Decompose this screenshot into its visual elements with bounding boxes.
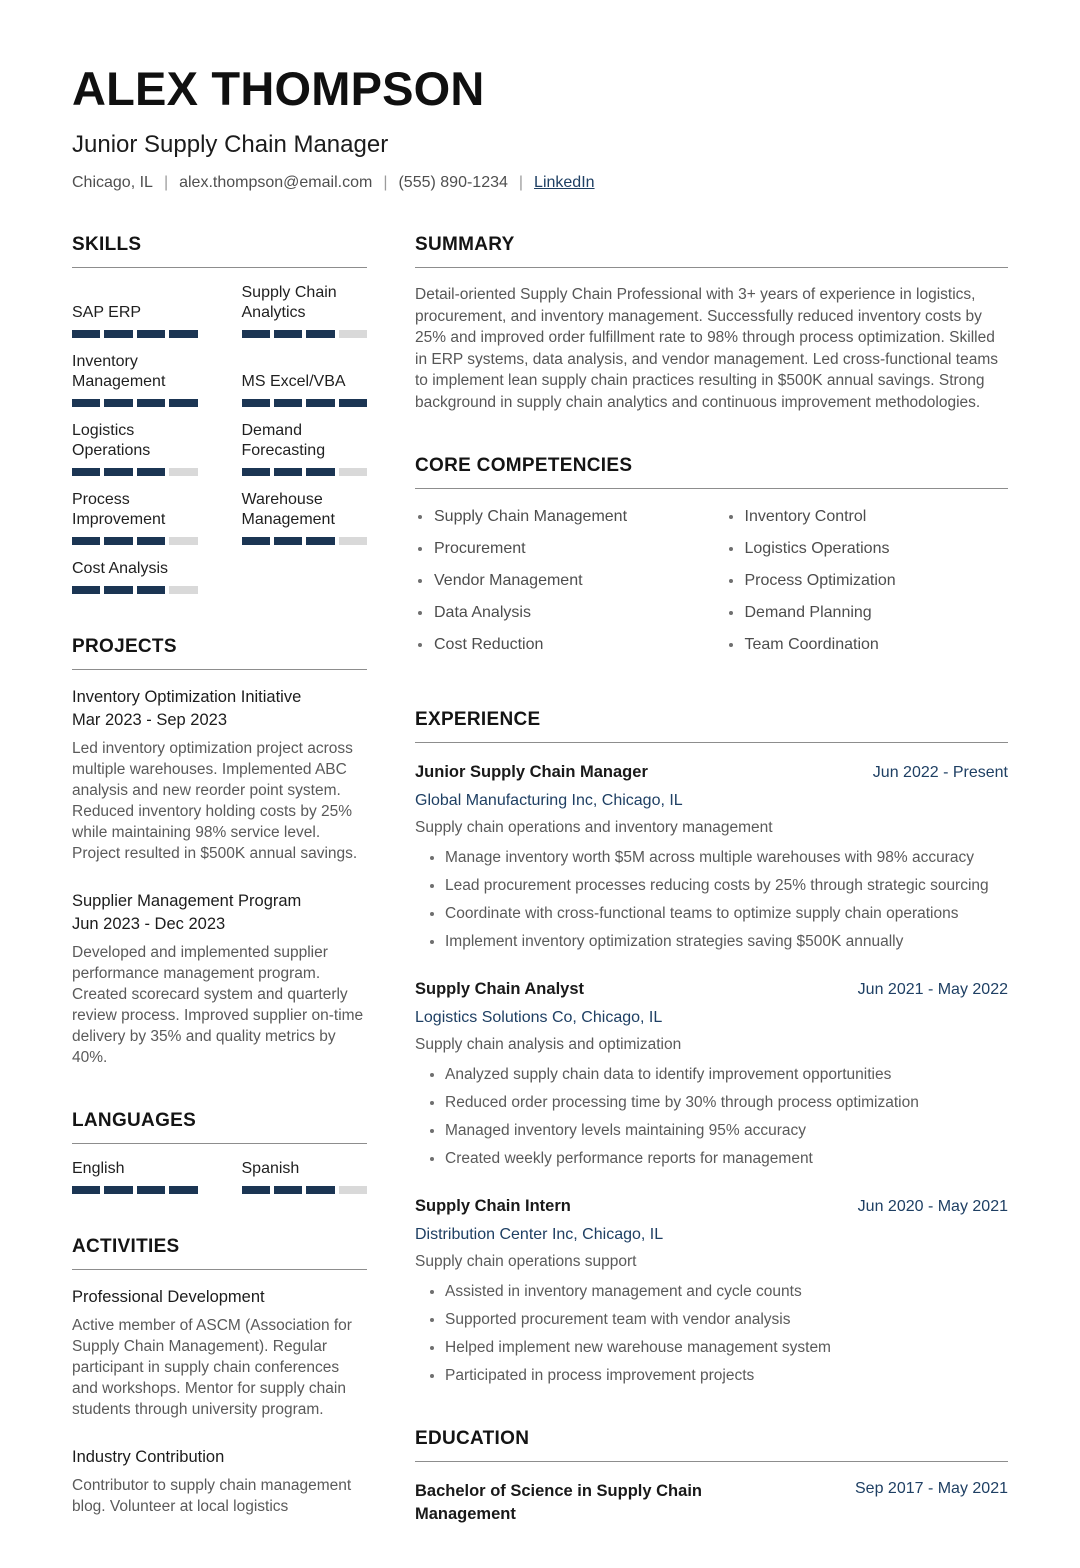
summary-text: Detail-oriented Supply Chain Professional with 3+ years of experience in logistics, procurement, and inventory management. Successfully reduced inventory costs by 25% and improved order fulfillment rate to 98% through process optimization. Skilled in ERP systems, data analysis, and vendor management. Led cross-functional teams to implement lean supply chain practices resulting in $500K annual savings. Strong background in supply chain analytics and continuous improvement methodologies.	[415, 286, 998, 411]
level-segment-filled	[104, 1186, 132, 1194]
skill-item	[72, 559, 198, 594]
project-item	[72, 890, 367, 1068]
level-segment-empty	[169, 468, 197, 476]
activities-heading: ACTIVITIES	[72, 1236, 367, 1270]
contact-separator: |	[518, 174, 524, 192]
education-entry	[415, 1480, 1008, 1526]
job-bullet-list	[415, 848, 1008, 952]
languages-grid	[72, 1159, 367, 1194]
skill-level-bar	[72, 586, 198, 594]
languages-section	[72, 1110, 367, 1194]
project-title: Inventory Optimization Initiative	[72, 688, 302, 707]
level-segment-filled	[104, 537, 132, 545]
project-dates: Jun 2023 - Dec 2023	[72, 915, 226, 934]
level-segment-filled	[306, 1186, 334, 1194]
level-segment-filled	[104, 399, 132, 407]
activities-section	[72, 1236, 367, 1517]
job-title: Supply Chain Analyst	[415, 980, 584, 999]
level-segment-filled	[169, 399, 197, 407]
experience-heading: EXPERIENCE	[415, 709, 1008, 743]
competency-item: Process Optimization	[726, 571, 1009, 591]
job-header-row	[415, 761, 1008, 784]
skill-level-bar	[242, 537, 368, 545]
job-bullet: Lead procurement processes reducing costs by 25% through strategic sourcing	[415, 876, 1008, 896]
language-label: Spanish	[241, 1160, 300, 1178]
jobs-list	[415, 761, 1008, 1386]
contact-line	[72, 172, 1008, 194]
activity-description: Active member of ASCM (Association for Supply Chain Management). Regular participant in supply chain conferences and workshops. Mentor for supply chain students through university program.	[72, 1317, 352, 1419]
job-entry	[415, 761, 1008, 952]
skill-item	[72, 352, 198, 407]
job-bullet: Reduced order processing time by 30% through process optimization	[415, 1093, 1008, 1113]
level-segment-empty	[339, 537, 367, 545]
level-segment-filled	[242, 1186, 270, 1194]
level-segment-filled	[137, 586, 165, 594]
education-heading: EDUCATION	[415, 1428, 1008, 1462]
skill-item	[242, 421, 368, 476]
candidate-job-title: Junior Supply Chain Manager	[72, 131, 389, 159]
level-segment-filled	[137, 399, 165, 407]
level-segment-filled	[72, 399, 100, 407]
right-column	[415, 234, 1008, 1568]
level-segment-filled	[274, 330, 302, 338]
skills-section	[72, 234, 367, 594]
level-segment-filled	[274, 537, 302, 545]
competency-item: Procurement	[415, 539, 698, 559]
level-segment-filled	[104, 586, 132, 594]
level-segment-filled	[72, 468, 100, 476]
job-subtitle: Supply chain operations support	[415, 1253, 637, 1271]
skill-label: SAP ERP	[72, 304, 142, 322]
job-header-row	[415, 978, 1008, 1001]
level-segment-filled	[72, 537, 100, 545]
level-segment-filled	[306, 468, 334, 476]
job-bullet: Assisted in inventory management and cycle counts	[415, 1282, 1008, 1302]
language-item	[72, 1159, 198, 1194]
core-competencies-section	[415, 455, 1008, 667]
job-title: Supply Chain Intern	[415, 1197, 571, 1216]
level-segment-empty	[169, 537, 197, 545]
candidate-name: ALEX THOMPSON	[72, 62, 485, 115]
resume-header	[72, 62, 1008, 194]
level-segment-filled	[137, 537, 165, 545]
core-competencies-heading: CORE COMPETENCIES	[415, 455, 1008, 489]
skill-label: Process Improvement	[72, 491, 166, 529]
level-segment-filled	[72, 586, 100, 594]
level-segment-filled	[242, 468, 270, 476]
level-segment-filled	[104, 330, 132, 338]
skill-label: MS Excel/VBA	[241, 373, 346, 391]
contact-separator: |	[163, 174, 169, 192]
competency-item: Vendor Management	[415, 571, 698, 591]
summary-heading: SUMMARY	[415, 234, 1008, 268]
activities-list	[72, 1286, 367, 1517]
skill-item	[242, 283, 368, 338]
level-segment-filled	[104, 468, 132, 476]
skill-label: Supply Chain Analytics	[241, 284, 337, 322]
competency-item: Supply Chain Management	[415, 507, 698, 527]
education-section	[415, 1428, 1008, 1526]
activity-title: Professional Development	[72, 1288, 265, 1307]
level-segment-filled	[169, 330, 197, 338]
skill-item	[242, 352, 368, 407]
project-description: Led inventory optimization project across multiple warehouses. Implemented ABC analysis and new reorder point system. Reduced inventory holding costs by 25% while maintaining 98% service level. Project resulted in $500K annual savings.	[72, 740, 358, 863]
job-subtitle: Supply chain analysis and optimization	[415, 1036, 682, 1054]
level-segment-filled	[274, 468, 302, 476]
projects-section	[72, 636, 367, 1068]
skill-label: Inventory Management	[72, 353, 166, 391]
skill-item	[242, 490, 368, 545]
job-entry	[415, 978, 1008, 1169]
level-segment-filled	[137, 330, 165, 338]
job-bullet-list	[415, 1282, 1008, 1386]
competency-item: Logistics Operations	[726, 539, 1009, 559]
education-degree: Bachelor of Science in Supply Chain Management	[415, 1482, 702, 1524]
level-segment-empty	[339, 468, 367, 476]
summary-section	[415, 234, 1008, 413]
skill-level-bar	[242, 330, 368, 338]
job-subtitle: Supply chain operations and inventory management	[415, 819, 773, 837]
job-company: Logistics Solutions Co, Chicago, IL	[415, 1009, 663, 1027]
job-company: Global Manufacturing Inc, Chicago, IL	[415, 792, 683, 810]
skill-item	[72, 421, 198, 476]
level-segment-filled	[137, 468, 165, 476]
job-dates: Jun 2022 - Present	[872, 764, 1008, 782]
language-item	[242, 1159, 368, 1194]
skill-level-bar	[72, 468, 198, 476]
linkedin-link[interactable]: LinkedIn	[534, 174, 595, 192]
skill-item	[72, 490, 198, 545]
skill-level-bar	[242, 399, 368, 407]
level-segment-filled	[169, 1186, 197, 1194]
project-dates: Mar 2023 - Sep 2023	[72, 711, 228, 730]
job-dates: Jun 2021 - May 2022	[857, 981, 1008, 999]
job-entry	[415, 1195, 1008, 1386]
job-bullet: Participated in process improvement projects	[415, 1366, 1008, 1386]
job-bullet: Coordinate with cross-functional teams to optimize supply chain operations	[415, 904, 1008, 924]
level-segment-filled	[137, 1186, 165, 1194]
job-bullet-list	[415, 1065, 1008, 1169]
competency-item: Cost Reduction	[415, 635, 698, 655]
project-title: Supplier Management Program	[72, 892, 302, 911]
left-column	[72, 234, 367, 1568]
level-segment-filled	[306, 399, 334, 407]
language-level-bar	[72, 1186, 198, 1194]
contact-phone: (555) 890-1234	[398, 174, 508, 192]
job-bullet: Supported procurement team with vendor analysis	[415, 1310, 1008, 1330]
skill-level-bar	[72, 537, 198, 545]
level-segment-filled	[306, 330, 334, 338]
level-segment-filled	[242, 399, 270, 407]
contact-email: alex.thompson@email.com	[179, 174, 373, 192]
activity-item	[72, 1446, 367, 1517]
languages-heading: LANGUAGES	[72, 1110, 367, 1144]
activity-item	[72, 1286, 367, 1420]
job-bullet: Created weekly performance reports for management	[415, 1149, 1008, 1169]
skill-level-bar	[72, 399, 198, 407]
education-list	[415, 1480, 1008, 1526]
competencies-right-list	[726, 507, 1009, 667]
skill-level-bar	[72, 330, 198, 338]
job-company: Distribution Center Inc, Chicago, IL	[415, 1226, 664, 1244]
skill-level-bar	[242, 468, 368, 476]
job-bullet: Analyzed supply chain data to identify improvement opportunities	[415, 1065, 1008, 1085]
job-bullet: Manage inventory worth $5M across multiple warehouses with 98% accuracy	[415, 848, 1008, 868]
two-column-layout	[72, 234, 1008, 1568]
job-dates: Jun 2020 - May 2021	[857, 1198, 1008, 1216]
level-segment-empty	[339, 330, 367, 338]
competency-item: Data Analysis	[415, 603, 698, 623]
level-segment-filled	[242, 537, 270, 545]
level-segment-empty	[339, 1186, 367, 1194]
level-segment-filled	[72, 330, 100, 338]
language-level-bar	[242, 1186, 368, 1194]
job-title: Junior Supply Chain Manager	[415, 763, 648, 782]
experience-section	[415, 709, 1008, 1386]
contact-separator: |	[383, 174, 388, 192]
competencies-grid	[415, 507, 1008, 667]
activity-description: Contributor to supply chain management blog. Volunteer at local logistics	[72, 1477, 352, 1516]
job-bullet: Managed inventory levels maintaining 95% accuracy	[415, 1121, 1008, 1141]
level-segment-filled	[274, 399, 302, 407]
skills-grid	[72, 283, 367, 594]
skill-label: Warehouse Management	[241, 491, 335, 529]
competency-item: Team Coordination	[726, 635, 1009, 655]
level-segment-filled	[72, 1186, 100, 1194]
level-segment-empty	[169, 586, 197, 594]
skill-label: Cost Analysis	[72, 560, 169, 578]
competency-item: Inventory Control	[726, 507, 1009, 527]
job-bullet: Helped implement new warehouse management system	[415, 1338, 1008, 1358]
skill-label: Demand Forecasting	[241, 422, 326, 460]
skill-label: Logistics Operations	[72, 422, 151, 460]
project-description: Developed and implemented supplier performance management program. Created scorecard system and quarterly review process. Improved supplier on-time delivery by 35% and quality metrics by 40%.	[72, 944, 364, 1067]
job-header-row	[415, 1195, 1008, 1218]
competencies-left-list	[415, 507, 698, 667]
language-label: English	[72, 1160, 125, 1178]
activity-title: Industry Contribution	[72, 1448, 225, 1467]
contact-location: Chicago, IL	[72, 174, 153, 192]
education-dates: Sep 2017 - May 2021	[855, 1480, 1008, 1498]
skills-heading: SKILLS	[72, 234, 367, 268]
level-segment-filled	[242, 330, 270, 338]
competency-item: Demand Planning	[726, 603, 1009, 623]
job-bullet: Implement inventory optimization strategies saving $500K annually	[415, 932, 1008, 952]
projects-list	[72, 686, 367, 1068]
projects-heading: PROJECTS	[72, 636, 367, 670]
level-segment-filled	[339, 399, 367, 407]
level-segment-filled	[274, 1186, 302, 1194]
skill-item	[72, 283, 198, 338]
level-segment-filled	[306, 537, 334, 545]
project-item	[72, 686, 367, 864]
